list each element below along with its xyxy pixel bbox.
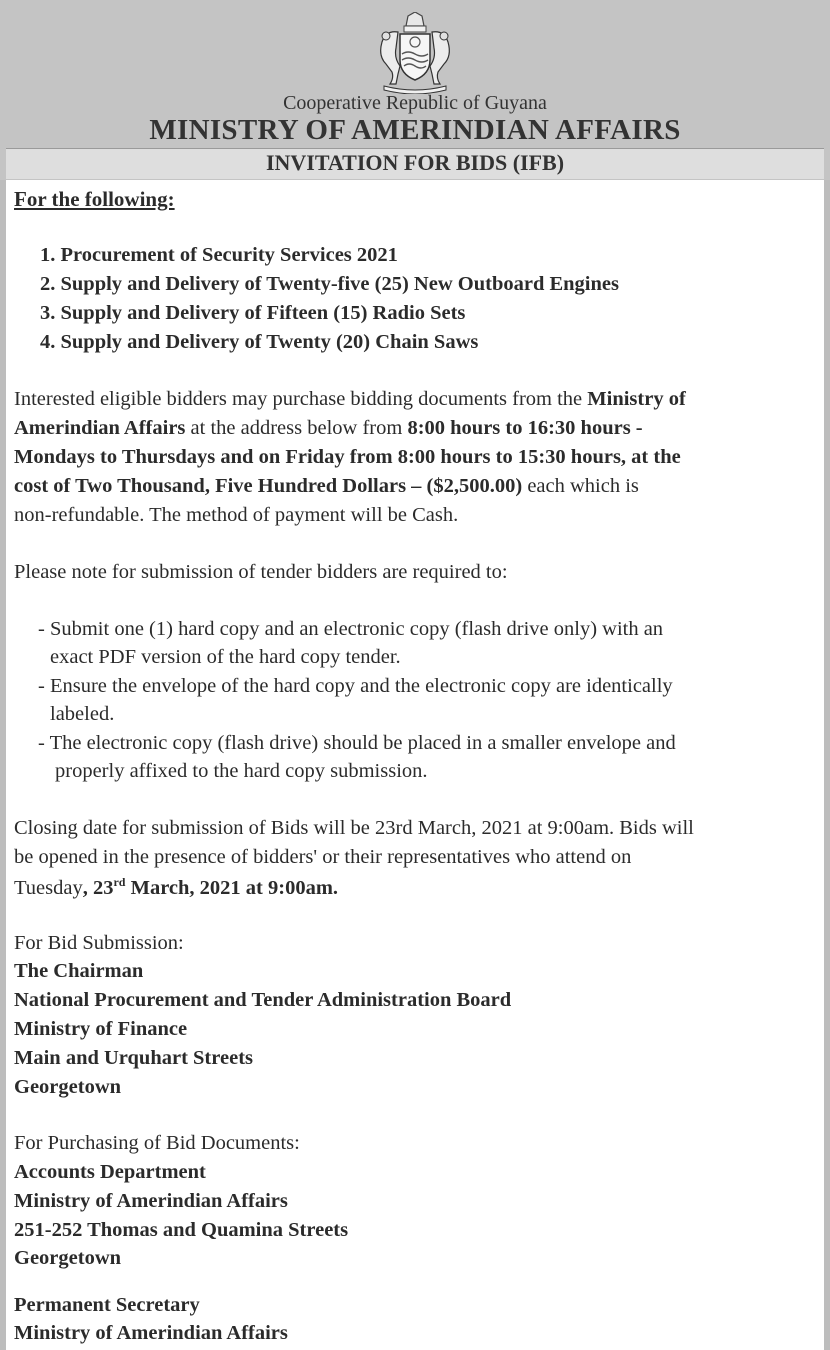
country-name: Cooperative Republic of Guyana [283, 92, 547, 114]
text: Amerindian Affairs [14, 417, 186, 439]
text: March, 2021 at 9:00am. [125, 876, 339, 899]
address-line: Georgetown [14, 1247, 122, 1269]
text: Tuesday [14, 876, 83, 899]
address-line: Main and Urquhart Streets [14, 1047, 253, 1069]
address-line: Accounts Department [14, 1161, 206, 1183]
requirement-line: exact PDF version of the hard copy tender. [50, 646, 401, 668]
text: 8:00 hours to 16:30 hours - [407, 417, 643, 439]
text: cost of Two Thousand, Five Hundred Dollars – ($2,500.00) [14, 475, 523, 497]
purchase-line: Mondays to Thursdays and on Friday from 8:00 hours to 15:30 hours, at the [14, 446, 681, 468]
purchase-line: non-refundable. The method of payment will be Cash. [14, 504, 459, 526]
purchase-line [14, 388, 686, 411]
address-line: Ministry of Finance [14, 1018, 188, 1040]
closing-line: be opened in the presence of bidders' or their representatives who attend on [14, 846, 632, 868]
address-line: 251-252 Thomas and Quamina Streets [14, 1219, 349, 1241]
requirement-line: labeled. [50, 703, 115, 725]
text: Ministry of [587, 388, 686, 410]
list-item: 3. Supply and Delivery of Fifteen (15) Radio Sets [40, 302, 466, 324]
purchase-line [14, 417, 643, 440]
list-item: 1. Procurement of Security Services 2021 [40, 244, 398, 266]
closing-line: Closing date for submission of Bids will be 23rd March, 2021 at 9:00am. Bids will [14, 817, 694, 839]
lead-heading: For the following: [14, 187, 175, 211]
requirement-line: - Ensure the envelope of the hard copy and the electronic copy are identically [38, 675, 673, 697]
submission-label: For Bid Submission: [14, 932, 184, 954]
ministry-name: MINISTRY OF AMERINDIAN AFFAIRS [149, 114, 681, 146]
purchase-line [14, 475, 639, 498]
requirement-line: properly affixed to the hard copy submission. [55, 760, 428, 782]
purchasing-label: For Purchasing of Bid Documents: [14, 1132, 300, 1154]
text: , 23 [82, 876, 114, 899]
closing-line [14, 875, 338, 900]
requirement-line: - The electronic copy (flash drive) should be placed in a smaller envelope and [38, 732, 676, 754]
list-item: 2. Supply and Delivery of Twenty-five (25) New Outboard Engines [40, 273, 619, 295]
text: at the address below from [185, 417, 408, 439]
text: each which is [522, 475, 639, 497]
ordinal-suffix: rd [113, 875, 126, 889]
signature-line: Permanent Secretary [14, 1294, 200, 1316]
notice-title: INVITATION FOR BIDS (IFB) [265, 150, 565, 175]
address-line: Georgetown [14, 1076, 122, 1098]
requirement-line: - Submit one (1) hard copy and an electronic copy (flash drive only) with an [38, 618, 664, 640]
coat-of-arms-icon [370, 12, 460, 94]
signature-line: Ministry of Amerindian Affairs [14, 1322, 288, 1344]
address-line: The Chairman [14, 960, 144, 982]
address-line: National Procurement and Tender Administration Board [14, 989, 512, 1011]
list-item: 4. Supply and Delivery of Twenty (20) Chain Saws [40, 331, 479, 353]
address-line: Ministry of Amerindian Affairs [14, 1190, 288, 1212]
note-intro: Please note for submission of tender bidders are required to: [14, 561, 508, 583]
text: Interested eligible bidders may purchase bidding documents from the [14, 388, 588, 410]
